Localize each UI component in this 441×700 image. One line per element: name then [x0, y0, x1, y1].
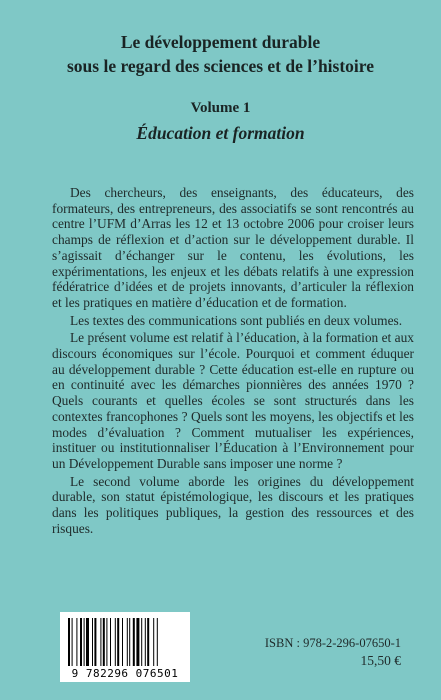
paragraph: Le présent volume est relatif à l’éducation, à la formation et aux discours économiques sur l’école. Pourquoi et comment éduquer au développement durable ? Cette éducation est-elle en rupture ou en continuité avec les démarches pionnières des années 1970 ? Quels courants et quelles écoles se sont structurés dans les contextes francophones ? Quels sont les moyens, les objectifs et les modes d’évaluation ? Comment mutualiser les expériences, instituer ou institutionnaliser l’Éducation à l’Environnement pour un Développement Durable sans imposer une norme ? [52, 330, 414, 471]
barcode [60, 612, 190, 682]
title-line-1: Le développement durable [120, 32, 321, 52]
paragraph: Les textes des communications sont publiés en deux volumes. [70, 312, 403, 328]
volume-label: Volume 1 [190, 100, 251, 116]
volume-subtitle: Éducation et formation [136, 123, 305, 143]
title-line-2: sous le regard des sciences et de l’histoire [66, 56, 375, 76]
paragraph: Des chercheurs, des enseignants, des éducateurs, des formateurs, des entrepreneurs, des associatifs se sont rencontrés au centre l’UFM d’Arras les 12 et 13 octobre 2006 pour croiser leurs champs de réflexion et d’action sur le développement durable. Il s’agissait d’échanger sur le contenu, les évolutions, les expérimentations, les enjeux et les débats relatifs à une expression fédératrice d’idées et de projets innovants, d’articuler la réflexion et les pratiques en matière d’éducation et de formation. [52, 185, 414, 310]
book-title [0, 30, 441, 78]
back-cover-text [52, 185, 414, 538]
paragraph: Le second volume aborde les origines du développement durable, son statut épistémologique, les discours et les pratiques dans les politiques publiques, la gestion des ressources et des risques. [52, 473, 414, 536]
barcode-digits: 9 782296 076501 [71, 667, 179, 680]
price: 15,50 € [360, 653, 401, 668]
barcode-bars [66, 618, 184, 666]
isbn: ISBN : 978-2-296-07650-1 [264, 636, 401, 650]
